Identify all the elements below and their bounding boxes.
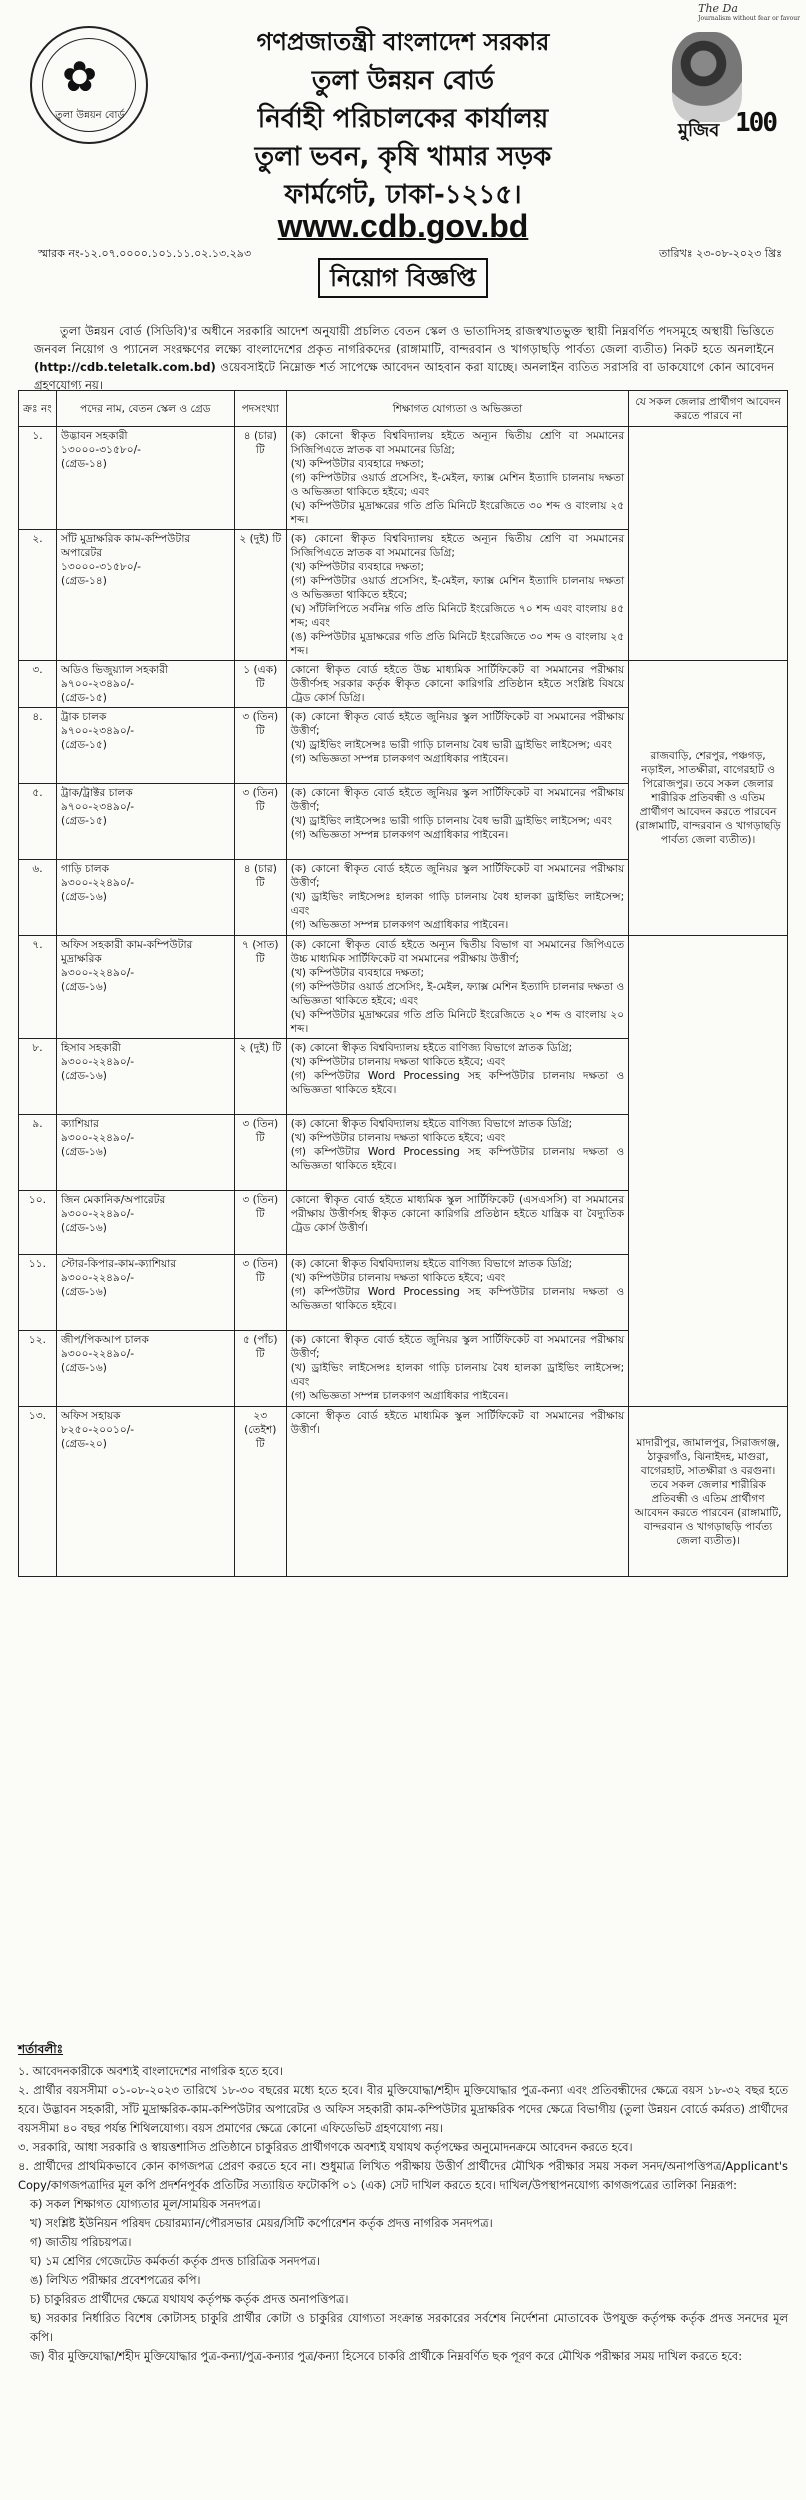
row-count: ৩ (তিন) টি [234, 1255, 286, 1331]
eligibility-line: (ক) কোনো স্বীকৃত বোর্ড হইতে জুনিয়র স্কুল সার্টিফিকেট বা সমমানের পরীক্ষায় উত্তীর্ণ; [290, 863, 625, 889]
row-serial: ৭. [19, 936, 57, 1039]
header-post: পদের নাম, বেতন স্কেল ও গ্রেড [56, 391, 234, 427]
mujib-100-text: 100 [735, 108, 776, 138]
table-row [19, 427, 788, 530]
eligibility-line: (ক) কোনো স্বীকৃত বিশ্ববিদ্যালয় হইতে বাণিজ্য বিভাগে স্নাতক ডিগ্রি; [290, 1258, 573, 1270]
post-line: (গ্রেড-১৬) [60, 1146, 107, 1158]
row-post [56, 708, 234, 784]
post-line: ৮২৫০-২০০১০/- [60, 1424, 135, 1436]
term-subitem: জ) বীর মুক্তিযোদ্ধা/শহীদ মুক্তিযোদ্ধার পুত্র-কন্যা/পুত্র-কন্যার পুত্র/কন্যা হিসেবে চাকরি প্রার্থীকে নিম্নবর্ণিত ছক পূরণ করে মৌখিক পরীক্ষার সময় দাখিল করতে হবে: [30, 2349, 743, 2363]
post-line: (গ্রেড-১৬) [60, 891, 107, 903]
intro-paragraph [34, 322, 774, 394]
districts-blank [629, 427, 788, 661]
row-eligibility [286, 1255, 628, 1331]
table-row [19, 1407, 788, 1577]
eligibility-line: (ক) কোনো স্বীকৃত বোর্ড হইতে জুনিয়র স্কুল সার্টিফিকেট বা সমমানের পরীক্ষায় উত্তীর্ণ; [290, 1334, 625, 1360]
row-count: ৩ (তিন) টি [234, 784, 286, 860]
cotton-board-seal [30, 26, 148, 144]
eligibility-line: (খ) ড্রাইভিং লাইসেন্সঃ হালকা গাড়ি চালনায় বৈধ হালকা ড্রাইভিং লাইসেন্স; এবং [290, 891, 625, 917]
post-line: (গ্রেড-১৪) [60, 458, 107, 470]
eligibility-line: (গ) অভিজ্ঞতা সম্পন্ন চালকগণ অগ্রাধিকার পাইবেন। [290, 1390, 509, 1402]
post-line: অফিস সহায়ক [60, 1410, 121, 1422]
eligibility-line: (খ) কম্পিউটার চালনায় দক্ষতা থাকিতে হইবে; এবং [290, 1056, 506, 1068]
eligibility-line: (ক) কোনো স্বীকৃত বিশ্ববিদ্যালয় হইতে বাণিজ্য বিভাগে স্নাতক ডিগ্রি; [290, 1042, 573, 1054]
post-line: (গ্রেড-১৫) [60, 692, 107, 704]
row-serial: ৫. [19, 784, 57, 860]
row-serial: ৮. [19, 1039, 57, 1115]
row-eligibility [286, 860, 628, 936]
website-link[interactable]: www.cdb.gov.bd [277, 208, 529, 244]
eligibility-line: (ঘ) কম্পিউটার মুদ্রাক্ষরের গতি প্রতি মিনিটে ইংরেজিতে ২০ শব্দ ও বাংলায় ২০ শব্দ। [290, 1009, 625, 1035]
row-serial: ১১. [19, 1255, 57, 1331]
post-line: ট্রাক/ট্রাক্টর চালক [60, 787, 133, 799]
eligibility-line: কোনো স্বীকৃত বোর্ড হইতে উচ্চ মাধ্যমিক সার্টিফিকেট বা সমমানের পরীক্ষায় উত্তীর্ণসহ সরকার কর্তৃক স্বীকৃত কোনো কারিগরি প্রতিষ্ঠান হইতে সংশ্লিষ্ট বিষয়ে ট্রেড কোর্স ডিগ্রি। [290, 664, 625, 704]
term-subitem: ছ) সরকার নির্ধারিত বিশেষ কোটাসহ চাকুরি প্রার্থীর কোটা ও চাকুরির যোগ্যতা সংক্রান্ত সরকারের সর্বশেষ নির্দেশনা মোতাবেক উপযুক্ত কর্তৃপক্ষ কর্তৃক প্রদত্ত সনদের মূল কপি। [30, 2311, 788, 2344]
eligibility-line: (খ) ড্রাইভিং লাইসেন্সঃ ভারী গাড়ি চালনায় বৈধ ভারী ড্রাইভিং লাইসেন্স; এবং [290, 739, 612, 751]
header-serial: ক্রঃ নং [19, 391, 57, 427]
row-eligibility [286, 661, 628, 708]
post-line: (গ্রেড-১৬) [60, 1362, 107, 1374]
posts-table-body [19, 427, 788, 1577]
row-eligibility [286, 784, 628, 860]
post-line: অফিস সহকারী কাম-কম্পিউটার মুদ্রাক্ষরিক [60, 939, 193, 965]
notice-date: তারিখঃ ২৩-০৮-২০২৩ খ্রিঃ [658, 247, 782, 260]
row-post [56, 936, 234, 1039]
post-line: (গ্রেড-১৫) [60, 815, 107, 827]
row-post [56, 860, 234, 936]
eligibility-line: (ক) কোনো স্বীকৃত বোর্ড হইতে জুনিয়র স্কুল সার্টিফিকেট বা সমমানের পরীক্ষায় উত্তীর্ণ; [290, 711, 625, 737]
post-line: সাঁট মুদ্রাক্ষরিক কাম-কম্পিউটার অপারেটর [60, 533, 191, 559]
eligibility-line: (খ) ড্রাইভিং লাইসেন্সঃ হালকা গাড়ি চালনায় বৈধ হালকা ড্রাইভিং লাইসেন্স; এবং [290, 1362, 625, 1388]
post-line: অডিও ভিজুয়্যাল সহকারী [60, 664, 169, 676]
row-eligibility [286, 708, 628, 784]
row-eligibility [286, 1115, 628, 1191]
row-eligibility [286, 1331, 628, 1407]
post-line: হিসাব সহকারী [60, 1042, 121, 1054]
table-row [19, 661, 788, 708]
eligibility-line: (ক) কোনো স্বীকৃত বোর্ড হইতে জুনিয়র স্কুল সার্টিফিকেট বা সমমানের পরীক্ষায় উত্তীর্ণ; [290, 787, 625, 813]
post-line: (গ্রেড-১৫) [60, 739, 107, 751]
term-item: ৩. সরকারি, আধা সরকারি ও স্বায়ত্তশাসিত প্রতিষ্ঠানে চাকুরিরত প্রার্থীগণকে অবশ্যই যথাযথ কর্তৃপক্ষের অনুমোদনক্রমে আবেদন করতে হবে। [18, 2140, 633, 2154]
row-post [56, 1039, 234, 1115]
post-line: (গ্রেড-১৬) [60, 1222, 107, 1234]
post-line: স্টোর-কিপার-কাম-ক্যাশিয়ার [60, 1258, 177, 1270]
eligibility-line: (ঘ) সাঁটলিপিতে সর্বনিম্ন গতি প্রতি মিনিটে ইংরেজিতে ৭০ শব্দ এবং বাংলায় ৪৫ শব্দ; এবং [290, 603, 625, 629]
post-line: ১৩০০০-৩১৫৮০/- [60, 444, 142, 456]
row-eligibility [286, 530, 628, 661]
posts-table [18, 390, 788, 1577]
row-count: ৩ (তিন) টি [234, 708, 286, 784]
row-post [56, 1407, 234, 1577]
row-serial: ১০. [19, 1191, 57, 1255]
mujib-borsho-logo [666, 28, 778, 152]
post-line: ৯৩০০-২২৪৯০/- [60, 1208, 135, 1220]
row-serial: ৪. [19, 708, 57, 784]
eligibility-line: (গ) কম্পিউটার ওয়ার্ড প্রসেসিং, ই-মেইল, ফ্যাক্স মেশিন ইত্যাদি চালনায় দক্ষতা ও অভিজ্ঞতা থাকিতে হইবে; এবং [290, 472, 625, 498]
post-line: জীপ/পিকআপ চালক [60, 1334, 149, 1346]
address-line-1: তুলা ভবন, কৃষি খামার সড়ক [254, 142, 552, 172]
post-line: ৯৩০০-২২৪৯০/- [60, 1348, 135, 1360]
board-name: তুলা উন্নয়ন বোর্ড [311, 66, 495, 96]
address-line-2: ফার্মগেট, ঢাকা-১২১৫। [284, 180, 522, 210]
term-subitem: ঙ) লিখিত পরীক্ষার প্রবেশপত্রের কপি। [30, 2273, 201, 2287]
term-subitem: গ) জাতীয় পরিচয়পত্র। [30, 2235, 132, 2249]
row-post [56, 1191, 234, 1255]
row-serial: ১. [19, 427, 57, 530]
eligibility-line: (খ) ড্রাইভিং লাইসেন্সঃ ভারী গাড়ি চালনায় বৈধ ভারী ড্রাইভিং লাইসেন্স; এবং [290, 815, 612, 827]
eligibility-line: (ক) কোনো স্বীকৃত বিশ্ববিদ্যালয় হইতে অন্যূন দ্বিতীয় শ্রেণি বা সমমানের সিজিপিএতে স্নাতক বা সমমানের ডিগ্রি; [290, 430, 625, 456]
post-line: ৯৩০০-২২৪৯০/- [60, 1056, 135, 1068]
post-line: (গ্রেড-২০) [60, 1438, 107, 1450]
row-eligibility [286, 1191, 628, 1255]
eligibility-line: (ঙ) কম্পিউটার মুদ্রাক্ষরের গতি প্রতি মিনিটে ইংরেজিতে ৩০ শব্দ ও বাংলায় ২৫ শব্দ। [290, 631, 625, 657]
eligibility-line: (ক) কোনো স্বীকৃত বিশ্ববিদ্যালয় হইতে বাণিজ্য বিভাগে স্নাতক ডিগ্রি; [290, 1118, 573, 1130]
term-item: ১. আবেদনকারীকে অবশ্যই বাংলাদেশের নাগরিক হতে হবে। [18, 2064, 283, 2078]
eligibility-line: (খ) কম্পিউটার চালনায় দক্ষতা থাকিতে হইবে; এবং [290, 1132, 506, 1144]
term-subitem: চ) চাকুরিরত প্রার্থীদের ক্ষেত্রে যথাযথ কর্তৃপক্ষ কর্তৃক প্রদত্ত অনাপত্তিপত্র। [30, 2292, 349, 2306]
eligibility-line: (গ) অভিজ্ঞতা সম্পন্ন চালকগণ অগ্রাধিকার পাইবেন। [290, 829, 509, 841]
eligibility-line: কোনো স্বীকৃত বোর্ড হইতে মাধ্যমিক স্কুল সার্টিফিকেট (এসএসসি) বা সমমানের পরীক্ষায় উত্তীর্ণসহ স্বীকৃত কোনো কারিগরি প্রতিষ্ঠান হইতে যান্ত্রিক বা বৈদ্যুতিক ট্রেড কোর্স উত্তীর্ণ। [290, 1194, 625, 1234]
row-post [56, 1115, 234, 1191]
newspaper-logo-text: The Da [698, 2, 738, 15]
post-line: (গ্রেড-১৬) [60, 981, 107, 993]
eligibility-line: (গ) কম্পিউটার Word Processing সহ কম্পিউটার চালনায় দক্ষতা ও অভিজ্ঞতা থাকিতে হইবে। [290, 1286, 625, 1312]
row-post [56, 784, 234, 860]
post-line: (গ্রেড-১৬) [60, 1070, 107, 1082]
row-serial: ২. [19, 530, 57, 661]
row-post [56, 427, 234, 530]
row-serial: ৩. [19, 661, 57, 708]
row-eligibility [286, 936, 628, 1039]
term-subitem: ক) সকল শিক্ষাগত যোগ্যতার মূল/সাময়িক সনদপত্র। [30, 2197, 261, 2211]
term-subitem: খ) সংশ্লিষ্ট ইউনিয়ন পরিষদ চেয়ারম্যান/পৌরসভার মেয়র/সিটি কর্পোরেশন কর্তৃক প্রদত্ত নাগরিক সনদপত্র। [30, 2216, 493, 2230]
intro-text-after: ওয়েবসাইটে নিম্নোক্ত শর্ত সাপেক্ষে আবেদন আহবান করা যাচ্ছে। অনলাইন ব্যতিত সরাসরি বা ডাকযোগে কোন আবেদন গ্রহণযোগ্য নয়। [34, 360, 774, 392]
eligibility-line: (গ) কম্পিউটার Word Processing সহ কম্পিউটার চালনায় দক্ষতা ও অভিজ্ঞতা থাকিতে হইবে। [290, 1146, 625, 1172]
eligibility-line: কোনো স্বীকৃত বোর্ড হইতে মাধ্যমিক স্কুল সার্টিফিকেট বা সমমানের পরীক্ষায় উত্তীর্ণ। [290, 1410, 625, 1436]
post-line: গাড়ি চালক [60, 863, 110, 875]
header-count: পদসংখ্যা [234, 391, 286, 427]
memo-number: স্মারক নং-১২.০৭.০০০০.১০১.১১.০২.১৩.২৯৩ [38, 247, 252, 260]
row-serial: ১৩. [19, 1407, 57, 1577]
terms-section [18, 2040, 788, 2366]
row-serial: ৯. [19, 1115, 57, 1191]
post-line: উদ্ভাবন সহকারী [60, 430, 128, 442]
post-line: (গ্রেড-১৪) [60, 575, 107, 587]
row-count: ৩ (তিন) টি [234, 1191, 286, 1255]
newspaper-tagline: Journalism without fear or favour [698, 15, 800, 22]
row-post [56, 1331, 234, 1407]
post-line: ৯৩০০-২২৪৯০/- [60, 877, 135, 889]
intro-text-before: তুলা উন্নয়ন বোর্ড (সিডিবি)'র অধীনে সরকারি আদেশ অনুযায়ী প্রচলিত বেতন স্কেল ও ভাতাদিসহ রাজস্বখাতভুক্ত স্থায়ী নিম্নবর্ণিত পদসমূহে অস্থায়ী ভিত্তিতে জনবল নিয়োগ ও প্যানেল সংরক্ষণের লক্ষ্যে বাংলাদেশের প্রকৃত নাগরিকদের (রাঙ্গামাটি, বান্দরবান ও খাগড়াছড়ি পার্বত্য জেলা ব্যতীত) নিকট হতে অনলাইনে [34, 324, 774, 356]
table-row [19, 936, 788, 1039]
row-count: ৪ (চার) টি [234, 860, 286, 936]
office-name: নির্বাহী পরিচালকের কার্যালয় [257, 104, 549, 134]
govt-name: গণপ্রজাতন্ত্রী বাংলাদেশ সরকার [256, 28, 550, 56]
seal-caption: তুলা উন্নয়ন বোর্ড [55, 110, 125, 121]
post-line: জিন মেকানিক/অপারেটর [60, 1194, 166, 1206]
eligibility-line: (গ) কম্পিউটার Word Processing সহ কম্পিউটার চালনায় দক্ষতা ও অভিজ্ঞতা থাকিতে হইবে। [290, 1070, 625, 1096]
row-count: ২ (দুই) টি [234, 1039, 286, 1115]
eligibility-line: (খ) কম্পিউটার চালনায় দক্ষতা থাকিতে হইবে; এবং [290, 1272, 506, 1284]
row-count: ২ (দুই) টি [234, 530, 286, 661]
post-line: ৯৭০০-২৩৪৯০/- [60, 678, 135, 690]
header-eligibility: শিক্ষাগত যোগ্যতা ও অভিজ্ঞতা [286, 391, 628, 427]
post-line: (গ্রেড-১৬) [60, 1286, 107, 1298]
post-line: ৯৭০০-২৩৪৯০/- [60, 725, 135, 737]
districts-excluded-group-2: মাদারীপুর, জামালপুর, সিরাজগঞ্জ, ঠাকুরগাঁও, ঝিনাইদহ, মাগুরা, বাগেরহাট, সাতক্ষীরা ও বরগুনা। তবে সকল জেলার শারীরিক প্রতিবন্ধী ও এতিম প্রার্থীগণ আবেদন করতে পারবেন (রাঙ্গামাটি, বান্দরবান ও খাগড়াছড়ি পার্বত্য জেলা ব্যতীত)। [629, 1407, 788, 1577]
eligibility-line: (গ) অভিজ্ঞতা সম্পন্ন চালকগণ অগ্রাধিকার পাইবেন। [290, 753, 509, 765]
term-item: ২. প্রার্থীর বয়সসীমা ০১-০৮-২০২৩ তারিখে ১৮-৩০ বছরের মধ্যে হতে হবে। বীর মুক্তিযোদ্ধা/শহীদ মুক্তিযোদ্ধার পুত্র-কন্যা এবং প্রতিবন্ধীদের ক্ষেত্রে বয়স ১৮-৩২ বছর হতে হবে। উদ্ভাবন সহকারী, সাঁট মুদ্রাক্ষরিক-কাম-কম্পিউটার অপারেটর ও অফিস সহকারী কাম-কম্পিউটার মুদ্রাক্ষরিক পদের ক্ষেত্রে বিভাগীয় (তুলা উন্নয়ন বোর্ডে কর্মরত) প্রার্থীদের বয়সসীমা ৪০ বছর পর্যন্ত শিথিলযোগ্য। বয়স প্রমাণের ক্ষেত্রে কোনো এফিডেভিট গ্রহণযোগ্য নয়। [18, 2083, 788, 2135]
eligibility-line: (ঘ) কম্পিউটার মুদ্রাক্ষরের গতি প্রতি মিনিটে ইংরেজিতে ৩০ শব্দ ও বাংলায় ২৫ শব্দ। [290, 500, 625, 526]
terms-list [18, 2062, 788, 2366]
eligibility-line: (গ) কম্পিউটার ওয়ার্ড প্রসেসিং, ই-মেইল, ফ্যাক্স মেশিন ইত্যাদি চালনায় দক্ষতা ও অভিজ্ঞতা থাকিতে হইবে; [290, 575, 625, 601]
eligibility-line: (খ) কম্পিউটার ব্যবহারে দক্ষতা; [290, 561, 425, 573]
row-count: ৫ (পাঁচ) টি [234, 1331, 286, 1407]
row-eligibility [286, 1039, 628, 1115]
row-count: ২৩ (তেইশ) টি [234, 1407, 286, 1577]
portrait-icon [672, 32, 742, 122]
row-eligibility [286, 427, 628, 530]
term-item: ৪. প্রার্থীদের প্রাথমিকভাবে কোন কাগজপত্র প্রেরণ করতে হবে না। শুধুমাত্র লিখিত পরীক্ষায় উত্তীর্ণ প্রার্থীদের মৌখিক পরীক্ষার সময় সকল সনদ/অনাপত্তিপত্র/Applicant's Copy/কাগজপত্রাদির মূল কপি প্রদর্শনপূর্বক প্রতিটির সত্যায়িত ফটোকপি ০১ (এক) সেট দাখিল করতে হবে। দাখিল/উপস্থাপনযোগ্য কাগজপত্রের তালিকা নিম্নরূপ: [18, 2159, 788, 2192]
districts-excluded-group-1: রাজবাড়ি, শেরপুর, পঞ্চগড়, নড়াইল, সাতক্ষীরা, বাগেরহাট ও পিরোজপুর। তবে সকল জেলার শারীরিক প্রতিবন্ধী ও এতিম প্রার্থীগণ আবেদন করতে পারবেন (রাঙ্গামাটি, বান্দরবান ও খাগড়াছড়ি পার্বত্য জেলা ব্যতীত)। [629, 661, 788, 936]
eligibility-line: (গ) অভিজ্ঞতা সম্পন্ন চালকগণ অগ্রাধিকার পাইবেন। [290, 919, 509, 931]
header-districts: যে সকল জেলার প্রার্থীগণ আবেদন করতে পারবে না [629, 391, 788, 427]
row-serial: ১২. [19, 1331, 57, 1407]
row-count: ১ (এক) টি [234, 661, 286, 708]
eligibility-line: (ক) কোনো স্বীকৃত বিশ্ববিদ্যালয় হইতে অন্যূন দ্বিতীয় শ্রেণি বা সমমানের সিজিপিএতে স্নাতক বা সমমানের ডিগ্রি; [290, 533, 625, 559]
table-header-row [19, 391, 788, 427]
districts-blank [629, 936, 788, 1407]
row-eligibility [286, 1407, 628, 1577]
row-count: ৪ (চার) টি [234, 427, 286, 530]
post-line: ক্যাশিয়ার [60, 1118, 99, 1130]
post-line: ৯৩০০-২২৪৯০/- [60, 1272, 135, 1284]
eligibility-line: (গ) কম্পিউটার ওয়ার্ড প্রসেসিং, ই-মেইল, ফ্যাক্স মেশিন ইত্যাদি চালনার দক্ষতা ও অভিজ্ঞতা থাকিতে হইবে; এবং [290, 981, 625, 1007]
letterhead [0, 18, 806, 244]
teletalk-link[interactable]: (http://cdb.teletalk.com.bd) [34, 360, 216, 374]
eligibility-line: (খ) কম্পিউটার ব্যবহারে দক্ষতা; [290, 458, 425, 470]
row-count: ৭ (সাত) টি [234, 936, 286, 1039]
page-title: নিয়োগ বিজ্ঞপ্তি [318, 258, 488, 298]
eligibility-line: (খ) কম্পিউটার ব্যবহারে দক্ষতা; [290, 967, 425, 979]
row-count: ৩ (তিন) টি [234, 1115, 286, 1191]
cotton-flower-icon: ✿ [62, 52, 98, 101]
eligibility-line: (ক) কোনো স্বীকৃত বোর্ড হইতে অন্যূন দ্বিতীয় বিভাগ বা সমমানের জিপিএতে উচ্চ মাধ্যমিক সার্টিফিকেট বা সমমানের পরীক্ষায় উত্তীর্ণ; [290, 939, 625, 965]
term-subitem: ঘ) ১ম শ্রেণির গেজেটেড কর্মকর্তা কর্তৃক প্রদত্ত চারিত্রিক সনদপত্র। [30, 2254, 320, 2268]
post-line: ১৩০০০-৩১৫৮০/- [60, 561, 142, 573]
mujib-logo-text: মুজিব [678, 120, 720, 141]
post-line: ৯৭০০-২৩৪৯০/- [60, 801, 135, 813]
row-post [56, 661, 234, 708]
post-line: ট্রাক চালক [60, 711, 107, 723]
row-serial: ৬. [19, 860, 57, 936]
row-post [56, 1255, 234, 1331]
row-post [56, 530, 234, 661]
post-line: ৯৩০০-২২৪৯০/- [60, 967, 135, 979]
terms-title: শর্তাবলীঃ [18, 2042, 64, 2056]
post-line: ৯৩০০-২২৪৯০/- [60, 1132, 135, 1144]
